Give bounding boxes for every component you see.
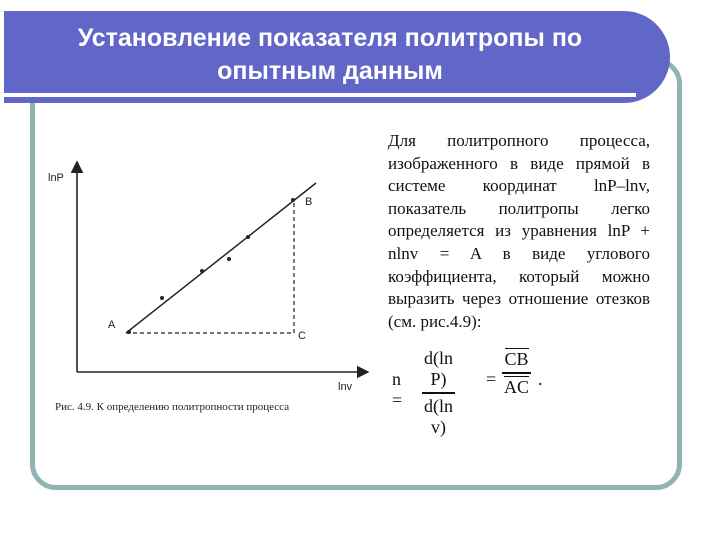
- formula-denominator: d(ln v): [424, 395, 453, 437]
- formula-end: .: [538, 369, 543, 389]
- body-paragraph: Для политропного процесса, изображенного в виде прямой в системе координат lnP–lnv, показатель политропы легко определяется из уравнения lnP + nlnv = A в виде углового коэффициента, который можно выразить через отношение отезков (см. рис.4.9):: [388, 131, 650, 331]
- formula-equals: =: [486, 369, 497, 389]
- data-point: [227, 257, 231, 261]
- y-axis-label: lnP: [48, 172, 64, 184]
- fraction-bar: [422, 392, 455, 394]
- data-point: [160, 296, 164, 300]
- data-point: [200, 269, 204, 273]
- process-line: [126, 183, 316, 333]
- slide-title: [30, 22, 630, 88]
- fraction-bar: [502, 372, 531, 374]
- point-a-label: A: [108, 319, 116, 331]
- data-point: [246, 235, 250, 239]
- segment-ac-label: AC: [504, 376, 530, 397]
- formula-fraction-derivative: [422, 348, 455, 438]
- x-axis-label: lnv: [338, 381, 353, 393]
- formula-numerator: d(ln P): [424, 348, 453, 389]
- point-c-label: C: [298, 330, 306, 342]
- data-point-b: [291, 198, 295, 202]
- lnp-lnv-diagram: [40, 160, 370, 400]
- title-underline: [4, 93, 636, 97]
- slide-title-line-2: опытным данным: [217, 57, 443, 85]
- point-b-label: B: [305, 196, 313, 208]
- slide-title-line-1: Установление показателя политропы по: [77, 24, 583, 52]
- formula-lhs: n =: [392, 369, 403, 410]
- figure-caption: Рис. 4.9. К определению политропности процесса: [55, 401, 290, 413]
- formula-fraction-segments: [502, 348, 531, 398]
- data-point-a: [127, 330, 131, 334]
- segment-cb-label: CB: [504, 349, 529, 369]
